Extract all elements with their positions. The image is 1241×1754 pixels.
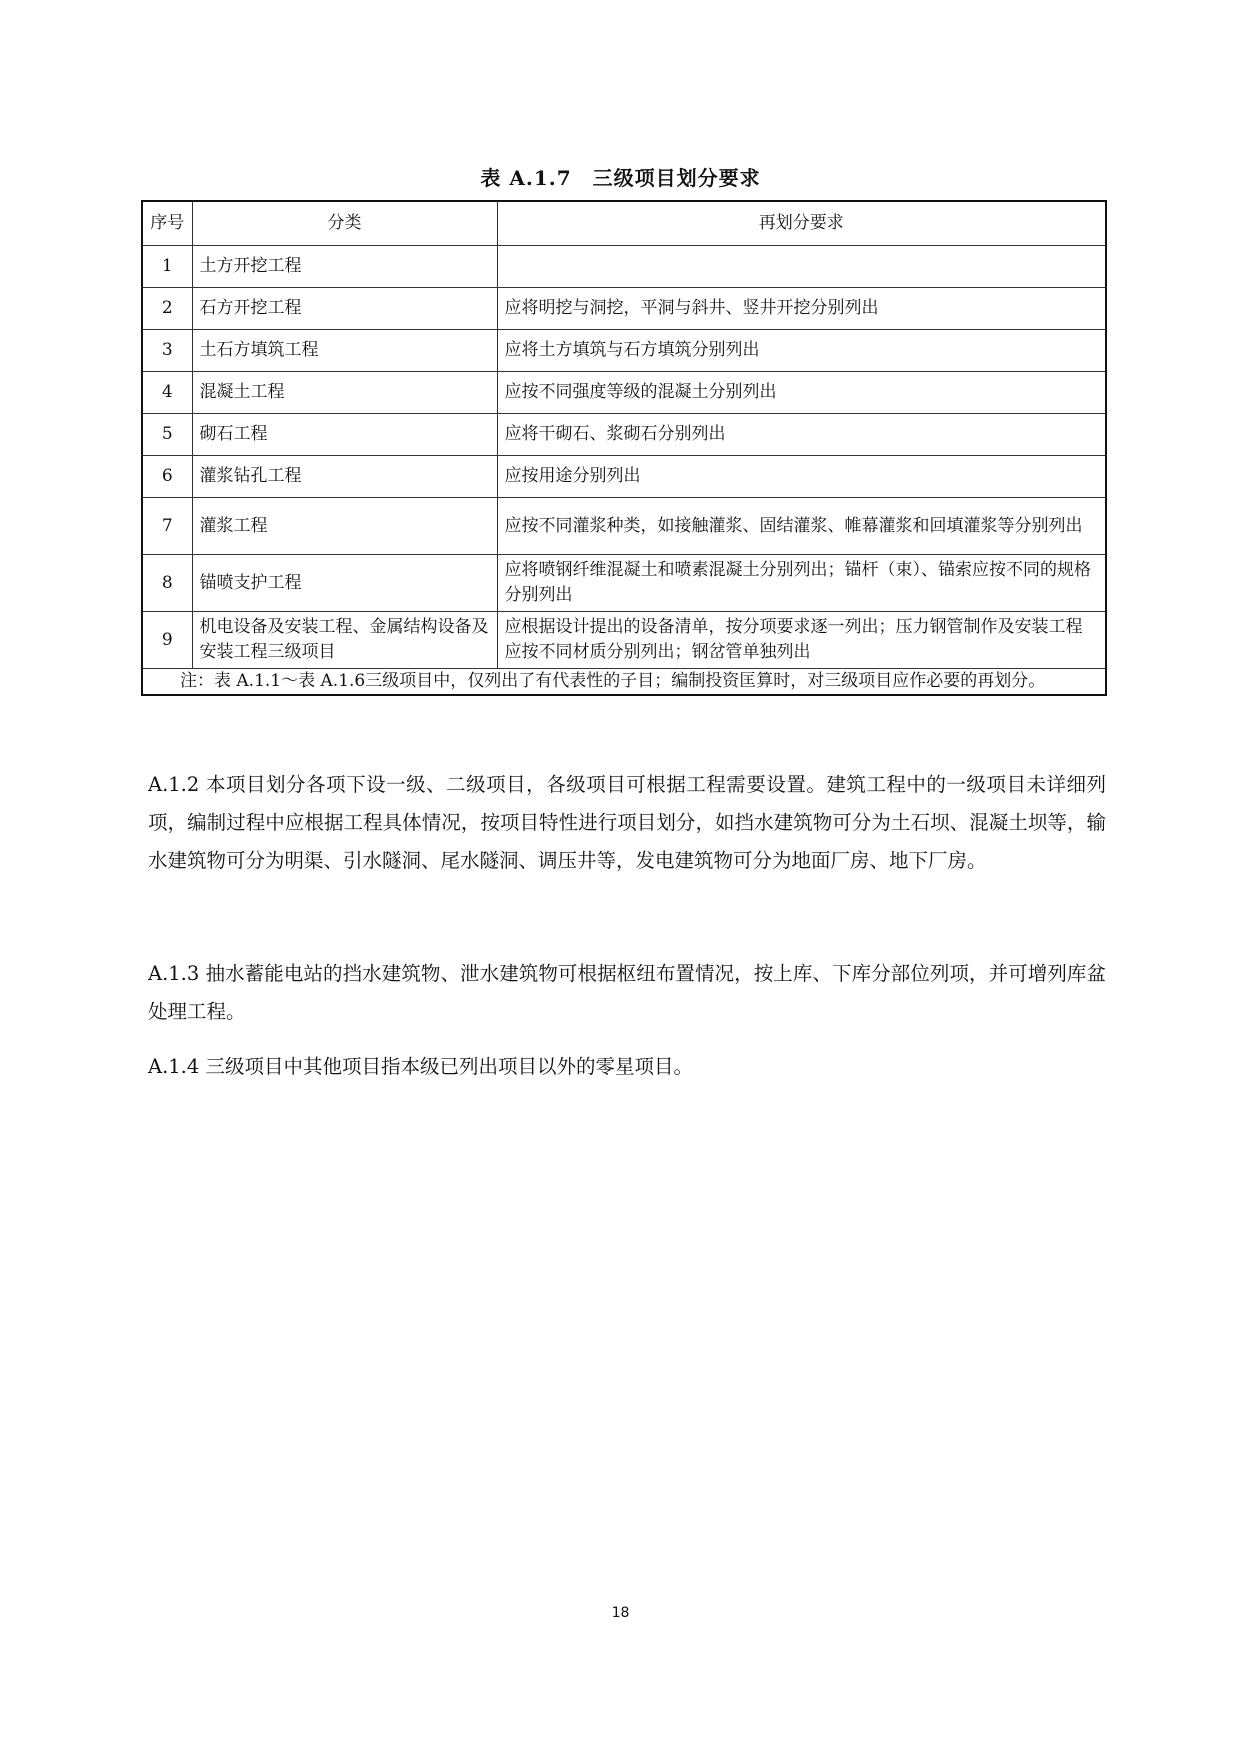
row-requirement: 应按不同灌浆种类，如接触灌浆、固结灌浆、帷幕灌浆和回填灌浆等分别列出 <box>497 498 1106 555</box>
paragraph-a-1-2: A.1.2 本项目划分各项下设一级、二级项目，各级项目可根据工程需要设置。建筑工程中的一级项目未详细列项，编制过程中应根据工程具体情况，按项目特性进行项目划分，如挡水建筑物可分为土石坝、混凝土坝等，输水建筑物可分为明渠、引水隧洞、尾水隧洞、调压井等，发电建筑物可分为地面厂房、地下厂房。 <box>148 773 1106 872</box>
row-category: 土石方填筑工程 <box>192 330 497 372</box>
table-row <box>142 456 1106 498</box>
row-requirement: 应将土方填筑与石方填筑分别列出 <box>497 330 1106 372</box>
row-requirement: 应按用途分别列出 <box>497 456 1106 498</box>
row-requirement: 应将喷钢纤维混凝土和喷素混凝土分别列出；锚杆（束）、锚索应按不同的规格分别列出 <box>497 555 1106 612</box>
header-no: 序号 <box>142 201 192 246</box>
row-no: 6 <box>142 456 192 498</box>
table-row <box>142 414 1106 456</box>
requirements-table <box>141 200 1107 696</box>
header-requirement: 再划分要求 <box>497 201 1106 246</box>
row-category: 石方开挖工程 <box>192 288 497 330</box>
row-no: 4 <box>142 372 192 414</box>
table-header-row <box>142 201 1106 246</box>
row-requirement: 应按不同强度等级的混凝土分别列出 <box>497 372 1106 414</box>
header-category: 分类 <box>192 201 497 246</box>
row-requirement: 应将明挖与洞挖，平洞与斜井、竖井开挖分别列出 <box>497 288 1106 330</box>
table-title: 表 A.1.7 三级项目划分要求 <box>480 166 761 190</box>
row-no: 2 <box>142 288 192 330</box>
row-category: 灌浆钻孔工程 <box>192 456 497 498</box>
table-row <box>142 246 1106 288</box>
table-row <box>142 612 1106 669</box>
row-category: 灌浆工程 <box>192 498 497 555</box>
row-requirement: 应根据设计提出的设备清单，按分项要求逐一列出；压力钢管制作及安装工程应按不同材质分别列出；钢岔管单独列出 <box>497 612 1106 669</box>
row-category: 土方开挖工程 <box>192 246 497 288</box>
row-requirement <box>497 246 1106 288</box>
row-category: 锚喷支护工程 <box>192 555 497 612</box>
page-number: 18 <box>611 1605 630 1621</box>
row-requirement: 应将干砌石、浆砌石分别列出 <box>497 414 1106 456</box>
row-category: 砌石工程 <box>192 414 497 456</box>
table-note-row <box>142 669 1106 696</box>
table-row <box>142 372 1106 414</box>
row-category: 机电设备及安装工程、金属结构设备及安装工程三级项目 <box>192 612 497 669</box>
row-category: 混凝土工程 <box>192 372 497 414</box>
row-no: 5 <box>142 414 192 456</box>
table-note: 注：表 A.1.1～表 A.1.6三级项目中，仅列出了有代表性的子目；编制投资匡算时，对三级项目应作必要的再划分。 <box>142 669 1106 696</box>
table-row <box>142 288 1106 330</box>
table-row <box>142 498 1106 555</box>
paragraph-a-1-3: A.1.3 抽水蓄能电站的挡水建筑物、泄水建筑物可根据枢纽布置情况，按上库、下库分部位列项，并可增列库盆处理工程。 <box>148 962 1106 1023</box>
row-no: 9 <box>142 612 192 669</box>
row-no: 8 <box>142 555 192 612</box>
row-no: 7 <box>142 498 192 555</box>
row-no: 1 <box>142 246 192 288</box>
paragraph-a-1-4: A.1.4 三级项目中其他项目指本级已列出项目以外的零星项目。 <box>148 1055 693 1078</box>
row-no: 3 <box>142 330 192 372</box>
table-row <box>142 330 1106 372</box>
table-row <box>142 555 1106 612</box>
